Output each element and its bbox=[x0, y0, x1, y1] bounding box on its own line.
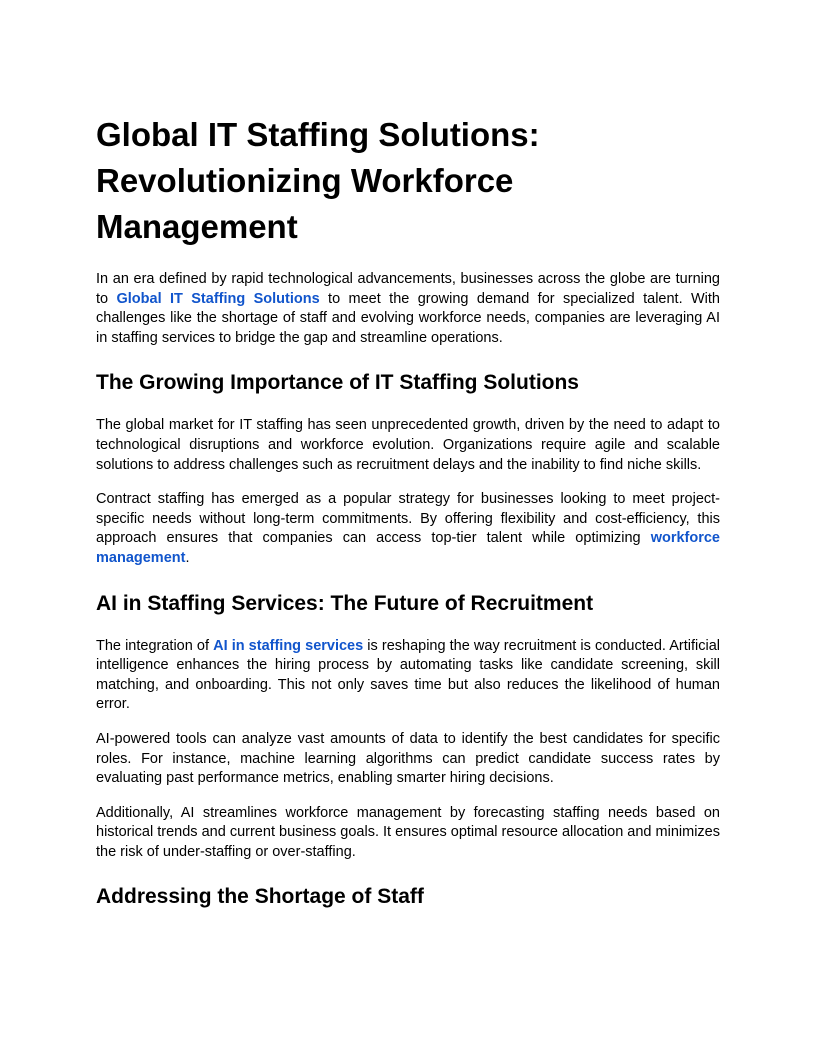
title-line-3: Management bbox=[96, 208, 298, 245]
section-heading-ai-staffing: AI in Staffing Services: The Future of Recruitment bbox=[96, 591, 594, 615]
intro-text-after: to meet the growing demand for specialized talent. With challenges like the shortage of staff and evolving workforce needs, companies are leveraging AI in staffing services to bridge the gap and streamline operations. bbox=[96, 290, 720, 346]
ai-in-staffing-services-link[interactable]: AI in staffing services bbox=[213, 637, 364, 654]
intro-text-before: In an era defined by rapid technological advancements, businesses across the globe are turning to bbox=[96, 271, 720, 307]
section1-paragraph-1: The global market for IT staffing has seen unprecedented growth, driven by the need to adapt to technological disruptions and workforce evolution. Organizations require agile and scalable solutions to address challenges such as recruitment delays and the inability to find niche skills. bbox=[96, 417, 720, 473]
section2-p1-after: is reshaping the way recruitment is conducted. Artificial intelligence enhances the hiring process by automating tasks like candidate screening, skill matching, and onboarding. This not only saves time but also reduces the likelihood of human error. bbox=[96, 637, 720, 713]
section2-paragraph-1 bbox=[96, 637, 720, 715]
section-heading-growing-importance: The Growing Importance of IT Staffing Solutions bbox=[96, 371, 579, 395]
title-line-2: Revolutionizing Workforce bbox=[96, 162, 514, 199]
section1-p2-after: . bbox=[185, 549, 190, 566]
section1-paragraph-2 bbox=[96, 490, 720, 568]
section2-paragraph-2: AI-powered tools can analyze vast amounts of data to identify the best candidates for specific roles. For instance, machine learning algorithms can predict candidate success rates by evaluating past performance metrics, enabling smarter hiring decisions. bbox=[96, 730, 720, 787]
document-page bbox=[96, 112, 720, 930]
section-heading-shortage-of-staff: Addressing the Shortage of Staff bbox=[96, 885, 424, 909]
global-it-staffing-link[interactable]: Global IT Staffing Solutions bbox=[116, 290, 320, 307]
title-line-1: Global IT Staffing Solutions: bbox=[96, 116, 540, 153]
section2-p1-before: The integration of bbox=[96, 637, 214, 654]
workforce-management-link[interactable]: workforce management bbox=[96, 530, 720, 566]
page-title bbox=[96, 112, 720, 250]
intro-paragraph bbox=[96, 270, 720, 348]
section2-paragraph-3: Additionally, AI streamlines workforce management by forecasting staffing needs based on historical trends and current business goals. It ensures optimal resource allocation and minimizes the risk of under-staffing or over-staffing. bbox=[96, 804, 720, 860]
section1-p2-before: Contract staffing has emerged as a popular strategy for businesses looking to meet project-specific needs without long-term commitments. By offering flexibility and cost-efficiency, this approach ensures that companies can access top-tier talent while optimizing bbox=[96, 491, 720, 547]
